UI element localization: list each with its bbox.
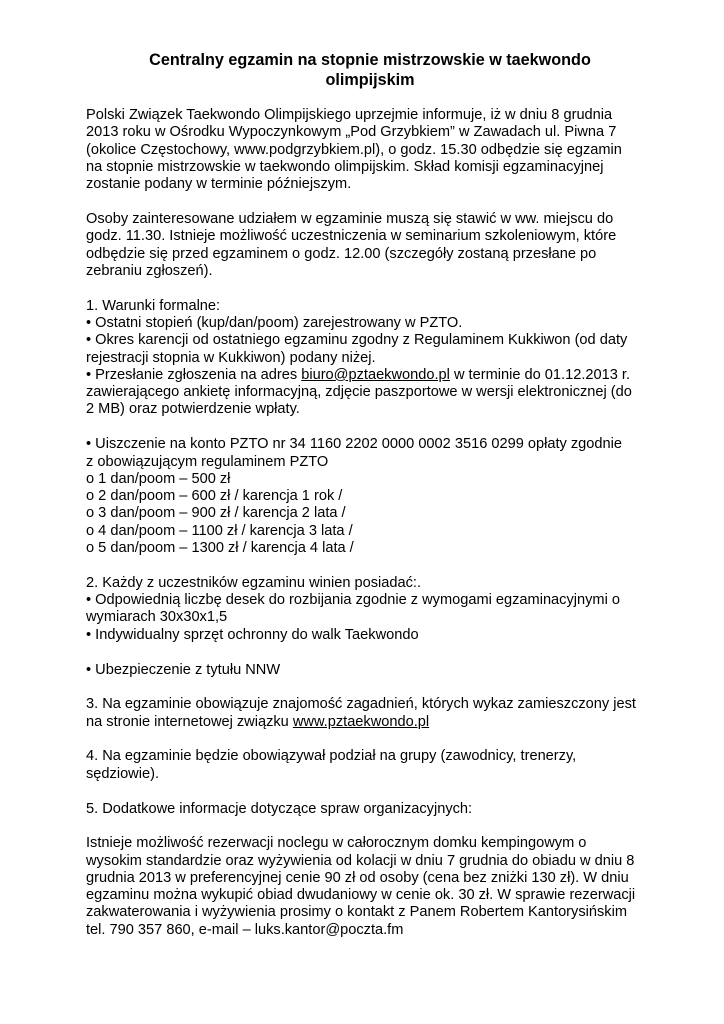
fee-row: o 2 dan/poom – 600 zł / karencja 1 rok / bbox=[86, 488, 343, 505]
document-title bbox=[86, 51, 646, 90]
section-heading: 3. Na egzaminie obowiązuje znajomość zagadnień, których wykaz zamieszczony jest bbox=[86, 696, 636, 713]
list-item bbox=[86, 367, 646, 384]
additional-info-heading-paragraph bbox=[86, 801, 646, 818]
document-page bbox=[86, 51, 646, 957]
text-line: na stopnie mistrzowskie w taekwondo olimpijskim. Skład komisji egzaminacyjnej bbox=[86, 158, 604, 175]
knowledge-section bbox=[86, 696, 646, 731]
fee-row: o 3 dan/poom – 900 zł / karencja 2 lata / bbox=[86, 505, 346, 522]
title-line: olimpijskim bbox=[325, 70, 415, 89]
text-line: grudnia 2013 w preferencyjnej cenie 90 zł od osoby (cena bez zniżki 130 zł). W dniu bbox=[86, 869, 629, 886]
section-heading: 2. Każdy z uczestników egzaminu winien posiadać:. bbox=[86, 574, 422, 591]
formal-conditions-section bbox=[86, 298, 646, 419]
fee-row: o 1 dan/poom – 500 zł bbox=[86, 470, 231, 487]
text-line: egzaminu można wykupić obiad dwudaniowy w cenie ok. 30 zł. W sprawie rezerwacji bbox=[86, 887, 636, 904]
email-link[interactable]: biuro@pztaekwondo.pl bbox=[301, 366, 450, 383]
list-item: • Indywidualny sprzęt ochronny do walk Taekwondo bbox=[86, 626, 419, 643]
attendance-paragraph bbox=[86, 211, 646, 280]
list-item-continuation: rejestracji stopnia w Kukkiwon) podany niżej. bbox=[86, 349, 376, 366]
payment-section bbox=[86, 436, 646, 557]
text-line bbox=[86, 714, 646, 731]
text-line: zakwaterowania i wyżywienia prosimy o kontakt z Panem Robertem Kantorysińskim bbox=[86, 904, 627, 921]
intro-paragraph bbox=[86, 107, 646, 193]
section-heading: 5. Dodatkowe informacje dotyczące spraw organizacyjnych: bbox=[86, 800, 473, 817]
text-fragment: w terminie do 01.12.2013 r. bbox=[449, 366, 631, 383]
list-item: • Odpowiednią liczbę desek do rozbijania zgodnie z wymogami egzaminacyjnymi o bbox=[86, 592, 620, 609]
list-item-continuation: wymiarach 30x30x1,5 bbox=[86, 609, 228, 626]
fee-row: o 4 dan/poom – 1100 zł / karencja 3 lata / bbox=[86, 522, 353, 539]
website-link[interactable]: www.pztaekwondo.pl bbox=[292, 713, 430, 730]
text-line: tel. 790 357 860, e-mail – luks.kantor@poczta.fm bbox=[86, 921, 404, 938]
accommodation-paragraph bbox=[86, 835, 646, 939]
text-fragment: • Przesłanie zgłoszenia na adres bbox=[86, 366, 302, 383]
groups-section bbox=[86, 748, 646, 783]
text-line: 2013 roku w Ośrodku Wypoczynkowym „Pod Grzybkiem” w Zawadach ul. Piwna 7 bbox=[86, 124, 617, 141]
text-line: Polski Związek Taekwondo Olimpijskiego uprzejmie informuje, iż w dniu 8 grudnia bbox=[86, 107, 613, 123]
text-line: Istnieje możliwość rezerwacji noclegu w całorocznym domku kempingowym o bbox=[86, 835, 587, 852]
text-line: Osoby zainteresowane udziałem w egzaminie muszą się stawić w ww. miejscu do bbox=[86, 210, 614, 227]
list-item: • Ubezpieczenie z tytułu NNW bbox=[86, 661, 281, 678]
section-heading: 1. Warunki formalne: bbox=[86, 297, 221, 314]
text-line: wysokim standardzie oraz wyżywienia od kolacji w dniu 7 grudnia do obiadu w dniu 8 bbox=[86, 852, 635, 869]
list-item-continuation: 2 MB) oraz potwierdzenie wpłaty. bbox=[86, 401, 300, 418]
text-line: zostanie podany w terminie późniejszym. bbox=[86, 176, 352, 193]
section-heading: 4. Na egzaminie będzie obowiązywał podział na grupy (zawodnicy, trenerzy, bbox=[86, 748, 577, 765]
list-item: • Okres karencji od ostatniego egzaminu zgodny z Regulaminem Kukkiwon (od daty bbox=[86, 332, 628, 349]
list-item-continuation: z obowiązującym regulaminem PZTO bbox=[86, 453, 329, 470]
text-line: godz. 11.30. Istnieje możliwość uczestniczenia w seminarium szkoleniowym, które bbox=[86, 228, 617, 245]
title-line: Centralny egzamin na stopnie mistrzowskie w taekwondo bbox=[149, 51, 591, 69]
equipment-section bbox=[86, 575, 646, 644]
list-item-continuation: zawierającego ankietę informacyjną, zdjęcie paszportowe w wersji elektronicznej (do bbox=[86, 384, 632, 401]
list-item: • Uiszczenie na konto PZTO nr 34 1160 2202 0000 0002 3516 0299 opłaty zgodnie bbox=[86, 436, 622, 453]
text-line: zebraniu zgłoszeń). bbox=[86, 262, 213, 279]
text-line: (okolice Częstochowy, www.podgrzybkiem.pl), o godz. 15.30 odbędzie się egzamin bbox=[86, 141, 622, 158]
text-line: odbędzie się przed egzaminem o godz. 12.00 (szczegóły zostaną przesłane po bbox=[86, 245, 597, 262]
fee-row: o 5 dan/poom – 1300 zł / karencja 4 lata / bbox=[86, 540, 354, 557]
text-fragment: na stronie internetowej związku bbox=[86, 713, 293, 730]
insurance-paragraph bbox=[86, 662, 646, 679]
list-item: • Ostatni stopień (kup/dan/poom) zarejestrowany w PZTO. bbox=[86, 314, 463, 331]
text-line: sędziowie). bbox=[86, 765, 159, 782]
